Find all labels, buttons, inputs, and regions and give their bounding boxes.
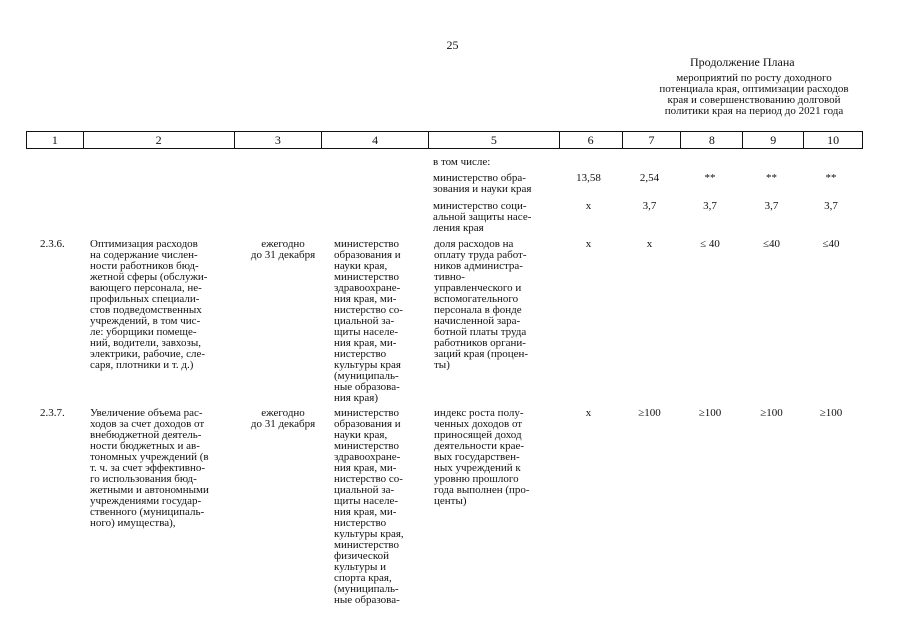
intro-sub2-c8: 3,7 — [703, 200, 717, 212]
intro-sub2-c9: 3,7 — [764, 200, 779, 212]
col-header-8: 8 — [681, 132, 743, 148]
col-header-4: 4 — [322, 132, 429, 148]
row-measure-name: Оптимизация расходов на содержание числен- ности работников бюд- жетной сферы (обслужи- вающего персонала, не- профильных специали- стов подведомственных учреждений, в том чис- ле: уборщики помеще- ний, водители, завхозы, электрики, рабочие, сле- саря, плотники и т. д.) — [90, 238, 208, 371]
intro-sub1-c8: ** — [704, 172, 716, 184]
row-c7: х — [646, 238, 653, 250]
col-header-7: 7 — [623, 132, 682, 148]
intro-sub2-c10: 3,7 — [824, 200, 838, 212]
col-header-6: 6 — [560, 132, 623, 148]
page-number: 25 — [446, 38, 459, 52]
row-indicator: доля расходов на оплату труда работ- ников администра- тивно- управленческого и вспомогательного персонала в фонде начисленной зара- ботной платы труда работников органи- заций края (процен- ты) — [434, 238, 529, 371]
intro-sub2-c7: 3,7 — [642, 200, 657, 212]
row-deadline: ежегодно до 31 декабря — [250, 238, 316, 261]
col-header-9: 9 — [743, 132, 804, 148]
row-measure-name: Увеличение объема рас- ходов за счет доходов от внебюджетной деятель- ности бюджетных и ав- тономных учреждений (в т. ч. за счет эффективно- го использования бюд- жетными и автономными учреждениями государ- ственного (муниципаль- ного) имущества), — [90, 407, 209, 529]
intro-label: в том числе: — [433, 156, 491, 168]
row-number: 2.3.6. — [40, 238, 65, 250]
col-header-10: 10 — [827, 133, 840, 147]
col-header-5: 5 — [429, 132, 560, 148]
row-c6: х — [585, 238, 592, 250]
intro-sub2-c6: х — [585, 200, 592, 212]
continuation-title: Продолжение Плана — [690, 55, 795, 69]
intro-sub1-c7: 2,54 — [639, 172, 660, 184]
col-header-1: 1 — [27, 132, 84, 148]
plan-subtitle: мероприятий по росту доходного потенциала края, оптимизации расходов края и совершенствованию долговой политики края на период до 2021 года — [659, 72, 849, 117]
intro-sub1-name: министерство обра- зования и науки края — [433, 172, 532, 195]
row-c8: ≥100 — [698, 407, 722, 419]
row-c9: ≥100 — [760, 407, 783, 419]
row-executors: министерство образования и науки края, министерство здравоохране- ния края, ми- нистерство со- циальной за- щиты населе- ния края, ми- нистерство культуры края, министерство физической культуры и спорта края, (муниципаль- ные образова- — [334, 407, 404, 606]
row-c6: х — [585, 407, 592, 419]
intro-sub1-c6: 13,58 — [576, 172, 601, 184]
row-executors: министерство образования и науки края, министерство здравоохране- ния края, ми- нистерство со- циальной за- щиты населе- ния края, ми- нистерство культуры края (муниципаль- ные образова- ния края) — [334, 238, 403, 404]
row-number: 2.3.7. — [40, 407, 65, 419]
row-indicator: индекс роста полу- ченных доходов от приносящей доход деятельности крае- вых государствен- ных учреждений к уровню прошлого года выполнен (про- центы) — [434, 407, 530, 507]
intro-sub1-c9: ** — [766, 172, 777, 184]
intro-sub1-c10: ** — [825, 172, 837, 184]
row-c10: ≤40 — [822, 238, 840, 250]
row-c9: ≤40 — [762, 238, 781, 250]
table-header — [26, 131, 863, 149]
row-deadline: ежегодно до 31 декабря — [250, 407, 316, 430]
row-c10: ≥100 — [819, 407, 843, 419]
col-header-2: 2 — [84, 132, 235, 148]
intro-sub2-name: министерство соци- альной защиты насе- ления края — [433, 200, 532, 234]
col-header-3: 3 — [235, 132, 323, 148]
row-c7: ≥100 — [638, 407, 661, 419]
row-c8: ≤ 40 — [700, 238, 720, 250]
